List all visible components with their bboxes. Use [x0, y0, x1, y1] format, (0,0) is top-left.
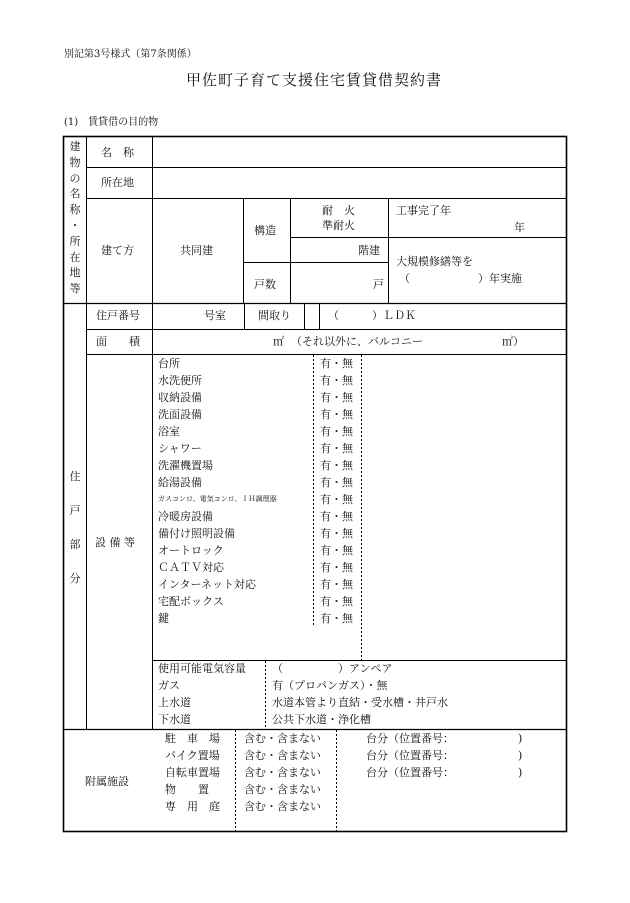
unit-side-char: 住: [69, 470, 81, 483]
equipment-label: 設 備 等: [95, 536, 135, 549]
name-label: 名 称: [101, 146, 134, 159]
facility-name: 専 用 庭: [165, 800, 220, 813]
equipment-choice: 有・無: [320, 493, 353, 506]
facility-choice: 含む・含まない: [244, 783, 321, 796]
equipment-name: シャワー: [158, 442, 202, 455]
facility-choice: 含む・含まない: [244, 800, 321, 813]
units-suffix: 戸: [373, 278, 384, 291]
equipment-choice: 有・無: [320, 510, 353, 523]
equipment-choice: 有・無: [320, 442, 353, 455]
completion-year-suffix: 年: [514, 221, 525, 234]
floors-suffix: 階建: [358, 244, 380, 257]
balcony-unit: ㎡）: [502, 335, 524, 348]
area-note: （それ以外に、バルコニー: [291, 335, 423, 348]
equipment-choice: 有・無: [320, 476, 353, 489]
facility-close: ): [518, 732, 523, 745]
renovation-suffix: ）年実施: [478, 272, 522, 285]
address-label: 所在地: [101, 176, 134, 189]
equipment-name: 台所: [158, 357, 180, 370]
equipment-name: 洗濯機置場: [158, 459, 213, 472]
facility-choice: 含む・含まない: [244, 749, 321, 762]
facility-name: 物 置: [165, 783, 209, 796]
unit-side-char: 部: [69, 538, 81, 551]
building-side-char: 物: [69, 155, 81, 169]
facility-name: 自転車置場: [165, 766, 220, 779]
facility-choice: 含む・含まない: [244, 732, 321, 745]
building-side-char: の: [69, 171, 81, 185]
utility-value: （ ）アンペア: [272, 662, 393, 675]
facility-name: バイク置場: [165, 749, 220, 762]
renovation-label: 大規模修繕等を: [396, 255, 473, 268]
layout-label: 間取り: [258, 309, 291, 322]
area-unit: ㎡: [273, 335, 284, 348]
equipment-name: 冷暖房設備: [158, 510, 213, 523]
equipment-choice: 有・無: [320, 357, 353, 370]
building-side-char: 等: [69, 282, 81, 296]
equipment-choice: 有・無: [320, 612, 353, 625]
equipment-name: 浴室: [158, 425, 180, 438]
equipment-name: オートロック: [158, 544, 224, 557]
facility-count: 台分（位置番号：: [366, 749, 454, 762]
equipment-name: 洗面設備: [158, 408, 202, 421]
facility-count: 台分（位置番号：: [366, 732, 454, 745]
facility-close: ): [518, 749, 523, 762]
equipment-choice: 有・無: [320, 425, 353, 438]
building-side-char: 名: [69, 187, 81, 201]
facility-name: 駐 車 場: [165, 732, 220, 745]
units-label: 戸数: [254, 278, 276, 291]
completion-label: 工事完了年: [396, 204, 451, 217]
building-side-char: 地: [69, 266, 81, 280]
equipment-name: 備付け照明設備: [158, 527, 235, 540]
utility-name: 上水道: [158, 696, 191, 709]
facility-close: ): [518, 766, 523, 779]
structure-label: 構造: [254, 224, 276, 237]
unit-side-char: 分: [69, 572, 81, 585]
facility-choice: 含む・含まない: [244, 766, 321, 779]
equipment-choice: 有・無: [320, 391, 353, 404]
unit-side-char: 戸: [69, 504, 81, 517]
equipment-name: 収納設備: [158, 391, 202, 404]
utility-name: 下水道: [158, 713, 191, 726]
equipment-choice: 有・無: [320, 595, 353, 608]
layout-value: （ ）ＬＤＫ: [328, 309, 416, 322]
page-title: 甲佐町子育て支援住宅賃貸借契約書: [186, 71, 443, 89]
building-side-char: ・: [69, 218, 81, 232]
equipment-name: 鍵: [158, 612, 169, 625]
room-suffix: 号室: [204, 309, 226, 322]
form-reference: 別記第3号様式（第7条関係）: [64, 49, 197, 60]
equipment-name: ガスコンロ、電気コンロ、ＩＨ調理器: [158, 495, 277, 503]
equipment-name: ＣＡＴＶ対応: [158, 561, 224, 574]
utility-name: ガス: [158, 679, 180, 692]
equipment-name: 給湯設備: [158, 476, 202, 489]
equipment-name: インターネット対応: [158, 578, 257, 591]
unit-number-label: 住戸番号: [96, 309, 140, 322]
construction-label: 建て方: [101, 244, 134, 257]
fire-resistant-option: 耐 火: [322, 204, 355, 217]
building-side-label: [68, 139, 82, 297]
section-heading: (1) 賃貸借の目的物: [64, 117, 159, 128]
utility-value: 有（プロパンガス）・無: [272, 679, 388, 692]
equipment-choice: 有・無: [320, 561, 353, 574]
facility-count: 台分（位置番号：: [366, 766, 454, 779]
equipment-choice: 有・無: [320, 408, 353, 421]
renovation-paren: （: [399, 272, 410, 285]
facilities-label: 附属施設: [85, 775, 129, 788]
construction-value: 共同建: [180, 244, 213, 257]
semi-fire-resistant-option: 準耐火: [322, 219, 355, 232]
area-label: 面 積: [96, 335, 140, 348]
utility-value: 水道本管より直結・受水槽・井戸水: [272, 696, 448, 709]
utility-value: 公共下水道・浄化槽: [272, 713, 371, 726]
utility-name: 使用可能電気容量: [158, 662, 246, 675]
building-side-char: 建: [69, 140, 81, 153]
equipment-choice: 有・無: [320, 374, 353, 387]
building-side-char: 称: [69, 203, 81, 217]
equipment-choice: 有・無: [320, 459, 353, 472]
equipment-name: 水洗便所: [158, 374, 202, 387]
building-side-char: 在: [69, 250, 81, 264]
building-side-char: 所: [69, 234, 81, 248]
equipment-choice: 有・無: [320, 544, 353, 557]
equipment-choice: 有・無: [320, 527, 353, 540]
equipment-choice: 有・無: [320, 578, 353, 591]
unit-side-label: [68, 460, 82, 596]
equipment-name: 宅配ボックス: [158, 595, 224, 608]
